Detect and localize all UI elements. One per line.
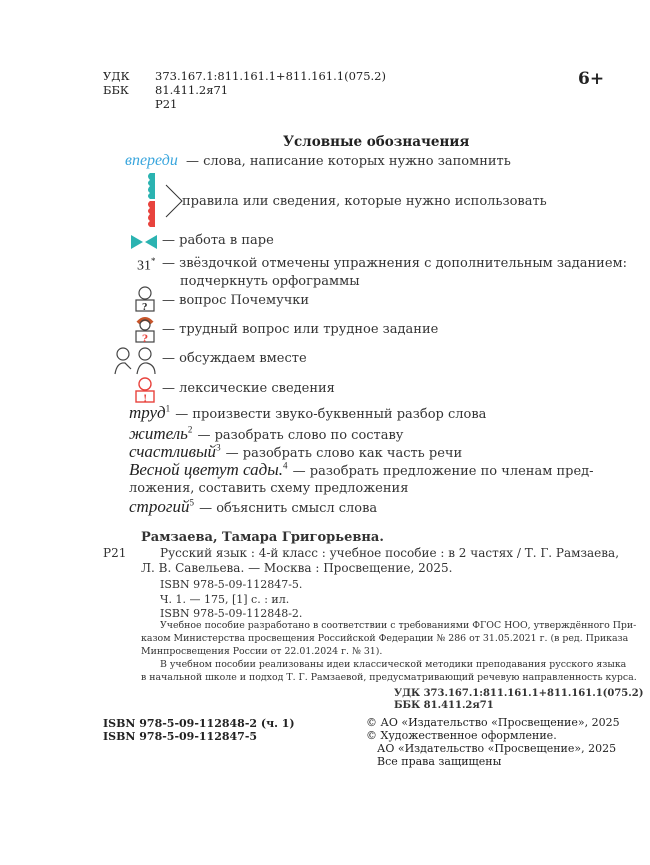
footer-rights: Все права защищены (377, 755, 502, 768)
bbk-line (103, 83, 228, 97)
bib-line1: Русский язык : 4-й класс : учебное пособие : в 2 частях / Т. Г. Рамзаева, (160, 546, 620, 560)
bbk-label: ББК (103, 83, 129, 97)
bbk-value: 81.411.2я71 (155, 83, 229, 97)
header-code: Р21 (155, 97, 178, 111)
analysis-part-of-speech: счастливый$^3$ — разобрать слово как часть речи (129, 442, 463, 461)
footer-copyright-1: © АО «Издательство «Просвещение», 2025 (366, 716, 620, 729)
legend-item-lexical: — лексические сведения (162, 381, 335, 396)
udk-label: УДК (103, 69, 130, 83)
analysis-morphemic: житель$^2$ — разобрать слово по составу (129, 424, 404, 443)
legend-item-hard: — трудный вопрос или трудное задание (162, 322, 439, 337)
star-exercise-icon: 31* (137, 256, 156, 274)
bib-note1-l3: Минпросвещения России от 22.01.2024 г. № 31). (141, 646, 383, 657)
bib-bbk: ББК 81.411.2я71 (394, 700, 494, 711)
legend-item-pair-work: — работа в паре (162, 233, 274, 248)
legend-item-rules: правила или сведения, которые нужно использовать (182, 194, 547, 209)
legend-title: Условные обозначения (283, 134, 470, 150)
udk-line (103, 69, 386, 83)
udk-value: 373.167.1:811.161.1+811.161.1(075.2) (155, 69, 386, 83)
footer-copyright-2: © Художественное оформление. (366, 729, 557, 742)
legend-item-pochemuchka: — вопрос Почемучки (162, 293, 310, 308)
bib-author: Рамзаева, Тамара Григорьевна. (141, 530, 384, 545)
legend-item-star-cont: подчеркнуть орфограммы (180, 274, 360, 289)
legend-item-star: — звёздочкой отмечены упражнения с дополнительным заданием: (162, 256, 628, 271)
bib-note1-l2: казом Министерства просвещения Российской Федерации № 286 от 31.05.2021 г. (в ред. Приказа (141, 633, 629, 644)
legend-item-discuss: — обсуждаем вместе (162, 351, 307, 366)
svg-text:!: ! (143, 394, 148, 405)
bib-part: Ч. 1. — 175, [1] с. : ил. (160, 593, 290, 606)
analysis-sentence-cont: ложения, составить схему предложения (129, 481, 409, 496)
bib-isbn-part: ISBN 978-5-09-112848-2. (160, 607, 303, 620)
vocabulary-word-icon: вnереди (125, 152, 178, 169)
analysis-sentence: Весной цветут сады.$^4$ — разобрать предложение по членам пред- (129, 460, 594, 479)
age-rating: 6+ (578, 69, 605, 89)
footer-isbn-set: ISBN 978-5-09-112847-5 (103, 730, 258, 743)
discuss-together-icon (113, 345, 157, 379)
footer-copyright-3: АО «Издательство «Просвещение», 2025 (377, 742, 617, 755)
legend-item-vocabulary: — слова, написание которых нужно запомнить (186, 154, 511, 169)
bib-line2: Л. В. Савельева. — Москва : Просвещение, 2025. (141, 561, 453, 575)
pochemuchka-question-icon (133, 285, 157, 317)
footer-isbn-part: ISBN 978-5-09-112848-2 (ч. 1) (103, 717, 295, 730)
hard-question-icon (133, 315, 157, 349)
analysis-phonetic: труд$^1$ — произвести звуко-буквенный разбор слова (129, 403, 487, 422)
svg-text:?: ? (142, 334, 148, 345)
pair-work-icon (131, 234, 157, 253)
bib-code: Р21 (103, 546, 127, 560)
svg-text:?: ? (142, 303, 148, 313)
bib-note1-l1: Учебное пособие разработано в соответствии с требованиями ФГОС НОО, утверждённого При- (160, 620, 637, 631)
analysis-meaning: строгий$^5$ — объяснить смысл слова (129, 497, 378, 516)
bib-udk: УДК 373.167.1:811.161.1+811.161.1(075.2) (394, 688, 644, 699)
rule-bookmarks-icon (146, 173, 186, 233)
bib-note2-l2: в начальной школе и подход Т. Г. Рамзаевой, предусматривающий речевую направленность курса. (141, 672, 637, 683)
bib-isbn-set: ISBN 978-5-09-112847-5. (160, 578, 303, 591)
bib-note2-l1: В учебном пособии реализованы идеи классической методики преподавания русского языка (160, 659, 627, 670)
